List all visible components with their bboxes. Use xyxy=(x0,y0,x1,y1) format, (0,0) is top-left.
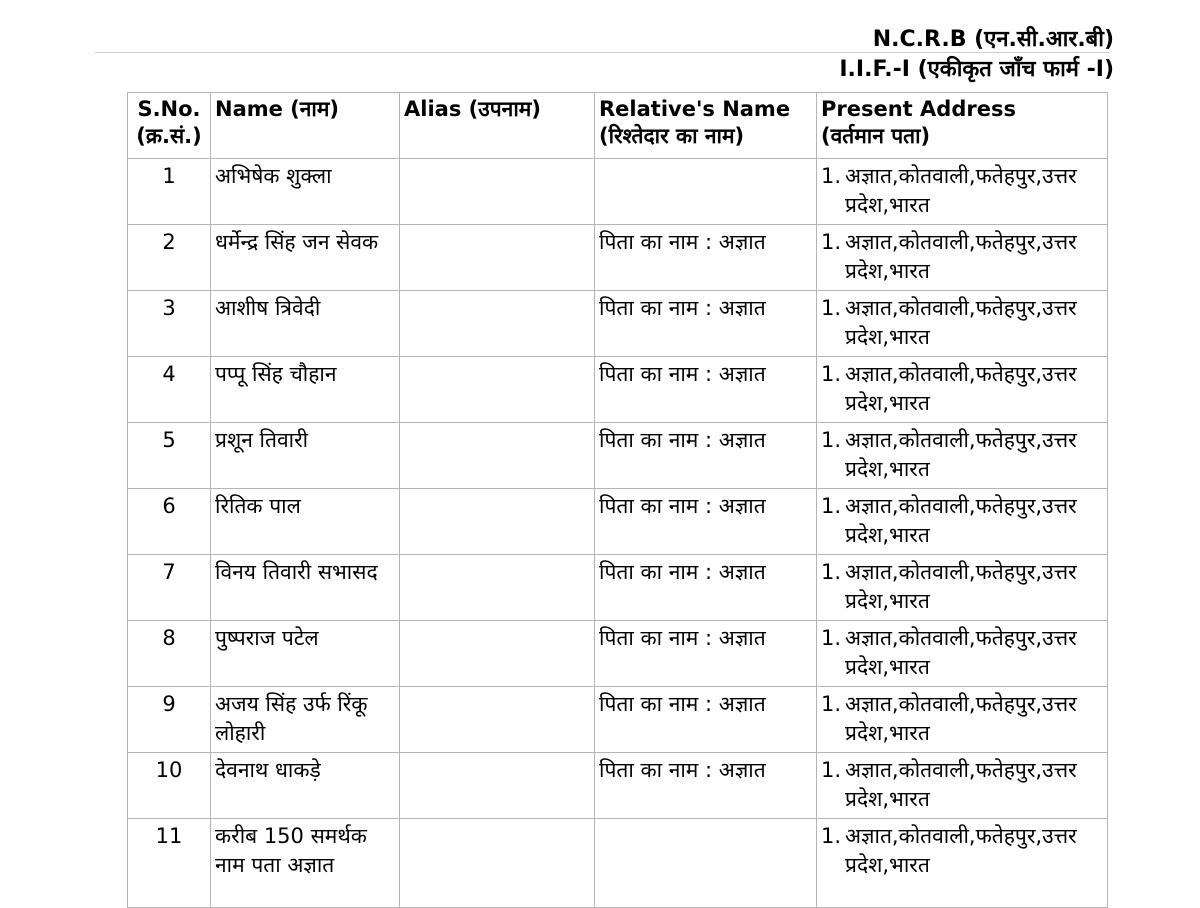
accused-table xyxy=(127,92,1108,908)
cell-address xyxy=(817,819,1108,908)
cell-sno: 10 xyxy=(128,753,211,819)
header-ncrb: N.C.R.B (एन.सी.आर.बी) xyxy=(872,27,1114,52)
address-number: 1. xyxy=(821,494,842,518)
cell-name: रितिक पाल xyxy=(211,489,400,555)
cell-name: पप्पू सिंह चौहान xyxy=(211,357,400,423)
cell-relative: पिता का नाम : अज्ञात xyxy=(595,621,817,687)
address-text: अज्ञात,कोतवाली,फतेहपुर,उत्तर प्रदेश,भारत xyxy=(845,362,1077,415)
cell-alias xyxy=(400,819,595,908)
address-text: अज्ञात,कोतवाली,फतेहपुर,उत्तर प्रदेश,भारत xyxy=(845,494,1077,547)
cell-sno: 9 xyxy=(128,687,211,753)
table-row xyxy=(128,555,1108,621)
cell-address xyxy=(817,291,1108,357)
cell-sno: 5 xyxy=(128,423,211,489)
column-header-address xyxy=(817,93,1108,159)
cell-address xyxy=(817,753,1108,819)
cell-name: आशीष त्रिवेदी xyxy=(211,291,400,357)
table-row xyxy=(128,291,1108,357)
cell-sno: 4 xyxy=(128,357,211,423)
table-row xyxy=(128,159,1108,225)
column-header-alias-text: Alias (उपनाम) xyxy=(404,97,541,121)
cell-relative: पिता का नाम : अज्ञात xyxy=(595,225,817,291)
cell-alias xyxy=(400,687,595,753)
cell-relative: पिता का नाम : अज्ञात xyxy=(595,687,817,753)
column-header-relative xyxy=(595,93,817,159)
address-text: अज्ञात,कोतवाली,फतेहपुर,उत्तर प्रदेश,भारत xyxy=(845,692,1077,745)
column-header-sno-hi: (क्र.सं.) xyxy=(136,124,202,148)
cell-relative xyxy=(595,159,817,225)
column-header-address-hi: (वर्तमान पता) xyxy=(821,124,931,148)
cell-sno: 1 xyxy=(128,159,211,225)
table-row xyxy=(128,489,1108,555)
cell-name: देवनाथ धाकड़े xyxy=(211,753,400,819)
address-entry xyxy=(821,162,1103,220)
cell-address xyxy=(817,357,1108,423)
column-header-relative-en: Relative's Name xyxy=(599,97,791,121)
header-form-title: I.I.F.-I (एकीकृत जाँच फार्म -I) xyxy=(839,57,1114,82)
cell-alias xyxy=(400,423,595,489)
address-number: 1. xyxy=(821,560,842,584)
address-entry xyxy=(821,228,1103,286)
table-row xyxy=(128,225,1108,291)
address-entry xyxy=(821,294,1103,352)
address-text: अज्ञात,कोतवाली,फतेहपुर,उत्तर प्रदेश,भारत xyxy=(845,428,1077,481)
cell-relative: पिता का नाम : अज्ञात xyxy=(595,753,817,819)
cell-alias xyxy=(400,225,595,291)
column-header-name xyxy=(211,93,400,159)
cell-relative: पिता का नाम : अज्ञात xyxy=(595,357,817,423)
address-entry xyxy=(821,624,1103,682)
cell-relative xyxy=(595,819,817,908)
cell-relative: पिता का नाम : अज्ञात xyxy=(595,489,817,555)
address-text: अज्ञात,कोतवाली,फतेहपुर,उत्तर प्रदेश,भारत xyxy=(845,626,1077,679)
cell-address xyxy=(817,621,1108,687)
cell-relative: पिता का नाम : अज्ञात xyxy=(595,291,817,357)
address-number: 1. xyxy=(821,362,842,386)
address-entry xyxy=(821,360,1103,418)
cell-alias xyxy=(400,159,595,225)
address-number: 1. xyxy=(821,296,842,320)
table-row xyxy=(128,753,1108,819)
cell-sno: 11 xyxy=(128,819,211,908)
column-header-address-en: Present Address xyxy=(821,97,1016,121)
column-header-relative-hi: (रिश्तेदार का नाम) xyxy=(599,124,745,148)
table-row xyxy=(128,423,1108,489)
cell-address xyxy=(817,687,1108,753)
address-number: 1. xyxy=(821,758,842,782)
address-entry xyxy=(821,558,1103,616)
cell-alias xyxy=(400,555,595,621)
address-number: 1. xyxy=(821,824,842,848)
address-number: 1. xyxy=(821,164,842,188)
address-text: अज्ञात,कोतवाली,फतेहपुर,उत्तर प्रदेश,भारत xyxy=(845,296,1077,349)
address-entry xyxy=(821,690,1103,748)
cell-name: प्रशून तिवारी xyxy=(211,423,400,489)
address-number: 1. xyxy=(821,230,842,254)
table-row xyxy=(128,621,1108,687)
address-text: अज्ञात,कोतवाली,फतेहपुर,उत्तर प्रदेश,भारत xyxy=(845,824,1077,877)
cell-alias xyxy=(400,621,595,687)
cell-sno: 6 xyxy=(128,489,211,555)
cell-name: करीब 150 समर्थक नाम पता अज्ञात xyxy=(211,819,400,908)
cell-relative: पिता का नाम : अज्ञात xyxy=(595,555,817,621)
address-entry xyxy=(821,822,1103,880)
cell-sno: 8 xyxy=(128,621,211,687)
cell-alias xyxy=(400,489,595,555)
table-row xyxy=(128,357,1108,423)
address-number: 1. xyxy=(821,626,842,650)
cell-name: अभिषेक शुक्ला xyxy=(211,159,400,225)
cell-alias xyxy=(400,357,595,423)
cell-address xyxy=(817,489,1108,555)
cell-sno: 3 xyxy=(128,291,211,357)
cell-sno: 7 xyxy=(128,555,211,621)
cell-name: पुष्पराज पटेल xyxy=(211,621,400,687)
cell-address xyxy=(817,423,1108,489)
cell-alias xyxy=(400,291,595,357)
header-divider xyxy=(95,52,1110,53)
address-text: अज्ञात,कोतवाली,फतेहपुर,उत्तर प्रदेश,भारत xyxy=(845,560,1077,613)
table-row xyxy=(128,819,1108,908)
cell-name: विनय तिवारी सभासद xyxy=(211,555,400,621)
cell-name: धर्मेन्द्र सिंह जन सेवक xyxy=(211,225,400,291)
table-header-row xyxy=(128,93,1108,159)
cell-relative: पिता का नाम : अज्ञात xyxy=(595,423,817,489)
cell-address xyxy=(817,159,1108,225)
column-header-alias xyxy=(400,93,595,159)
cell-sno: 2 xyxy=(128,225,211,291)
table-body xyxy=(128,159,1108,908)
cell-address xyxy=(817,225,1108,291)
column-header-sno-en: S.No. xyxy=(137,97,201,121)
address-number: 1. xyxy=(821,428,842,452)
table-row xyxy=(128,687,1108,753)
column-header-sno xyxy=(128,93,211,159)
column-header-name-text: Name (नाम) xyxy=(215,97,340,121)
cell-alias xyxy=(400,753,595,819)
address-text: अज्ञात,कोतवाली,फतेहपुर,उत्तर प्रदेश,भारत xyxy=(845,164,1077,217)
address-text: अज्ञात,कोतवाली,फतेहपुर,उत्तर प्रदेश,भारत xyxy=(845,230,1077,283)
address-entry xyxy=(821,426,1103,484)
address-entry xyxy=(821,492,1103,550)
cell-name: अजय सिंह उर्फ रिंकू लोहारी xyxy=(211,687,400,753)
cell-address xyxy=(817,555,1108,621)
address-entry xyxy=(821,756,1103,814)
address-number: 1. xyxy=(821,692,842,716)
address-text: अज्ञात,कोतवाली,फतेहपुर,उत्तर प्रदेश,भारत xyxy=(845,758,1077,811)
